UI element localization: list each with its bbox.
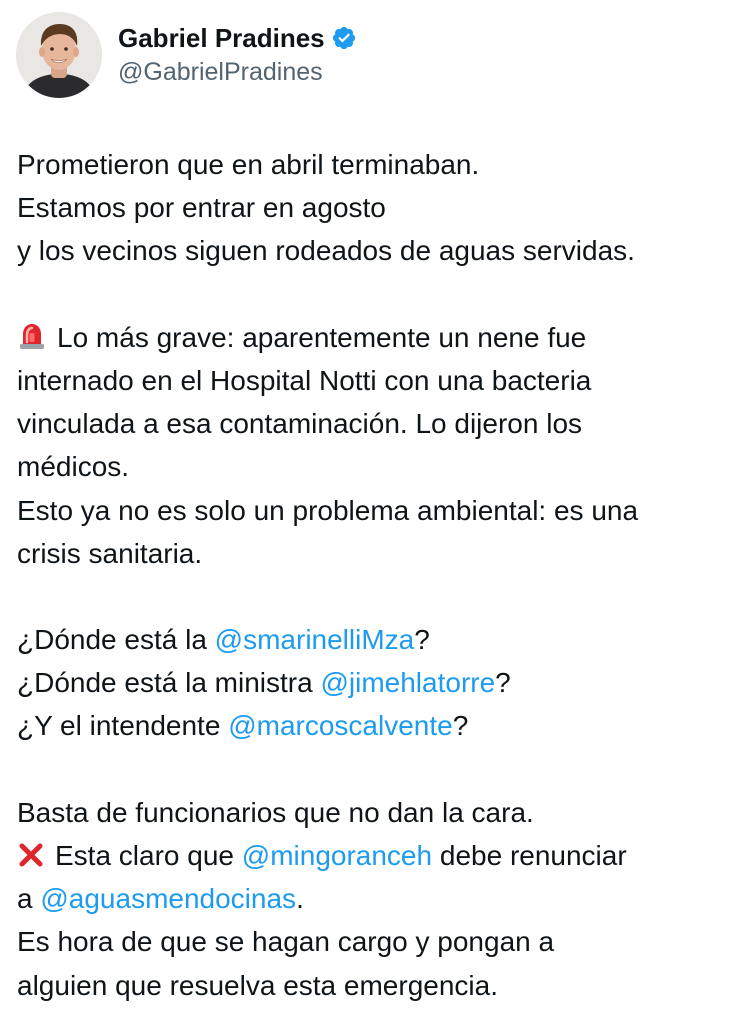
tweet-line [17,661,722,704]
profile-photo-icon [16,12,102,98]
author-display-name[interactable]: Gabriel Pradines [118,23,325,53]
tweet-line-text: ? [452,710,469,742]
tweet-line [17,834,722,877]
mention-link-smarinellimza[interactable]: @smarinelliMza [214,624,415,656]
tweet-line-text: ¿Y el intendente [17,710,229,742]
mention-link-mingoranceh[interactable]: @mingoranceh [241,840,433,871]
tweet-line: médicos. [17,451,130,483]
tweet-line-text: Lo más grave: aparentemente un nene fue [57,321,587,353]
mention-link-jimehlatorre[interactable]: @jimehlatorre [320,667,496,699]
tweet-line [17,704,722,747]
tweet-line [17,316,722,359]
verified-badge-icon [331,25,357,51]
tweet-line: crisis sanitaria. [17,537,203,569]
tweet-line-text: ¿Dónde está la ministra [17,667,321,699]
police-light-icon [17,320,47,363]
tweet-line-text: debe renunciar [432,840,627,871]
tweet-line: y los vecinos siguen rodeados de aguas servidas. [17,235,635,267]
tweet-header [16,12,357,98]
tweet-text [17,143,722,1007]
tweet-line-text: a [17,883,41,915]
tweet-line: Estamos por entrar en agosto [17,192,386,224]
author-handle[interactable]: @GabrielPradines [118,58,323,86]
tweet-line: alguien que resuelva esta emergencia. [17,969,498,1001]
tweet-line [17,877,722,920]
tweet-line-text: ? [414,624,430,656]
tweet-line: internado en el Hospital Notti con una bacteria [17,364,592,396]
mention-link-marcoscalvente[interactable]: @marcoscalvente [228,710,453,742]
tweet-line-text: . [296,883,304,915]
cross-mark-icon [17,838,45,881]
mention-link-aguasmendocinas[interactable]: @aguasmendocinas [40,883,297,915]
tweet-line [17,618,722,661]
tweet-line: vinculada a esa contaminación. Lo dijeron los [17,408,583,440]
tweet-line: Es hora de que se hagan cargo y pongan a [17,926,555,958]
tweet-line-text: ¿Dónde está la [17,624,215,656]
avatar[interactable] [16,12,102,98]
tweet-line: Prometieron que en abril terminaban. [17,149,480,180]
tweet-line: Esto ya no es solo un problema ambiental: es una [17,494,639,526]
tweet-line-text: ? [495,667,511,699]
tweet-line-text: Esta claro que [55,840,242,871]
tweet-line: Basta de funcionarios que no dan la cara. [17,796,534,828]
